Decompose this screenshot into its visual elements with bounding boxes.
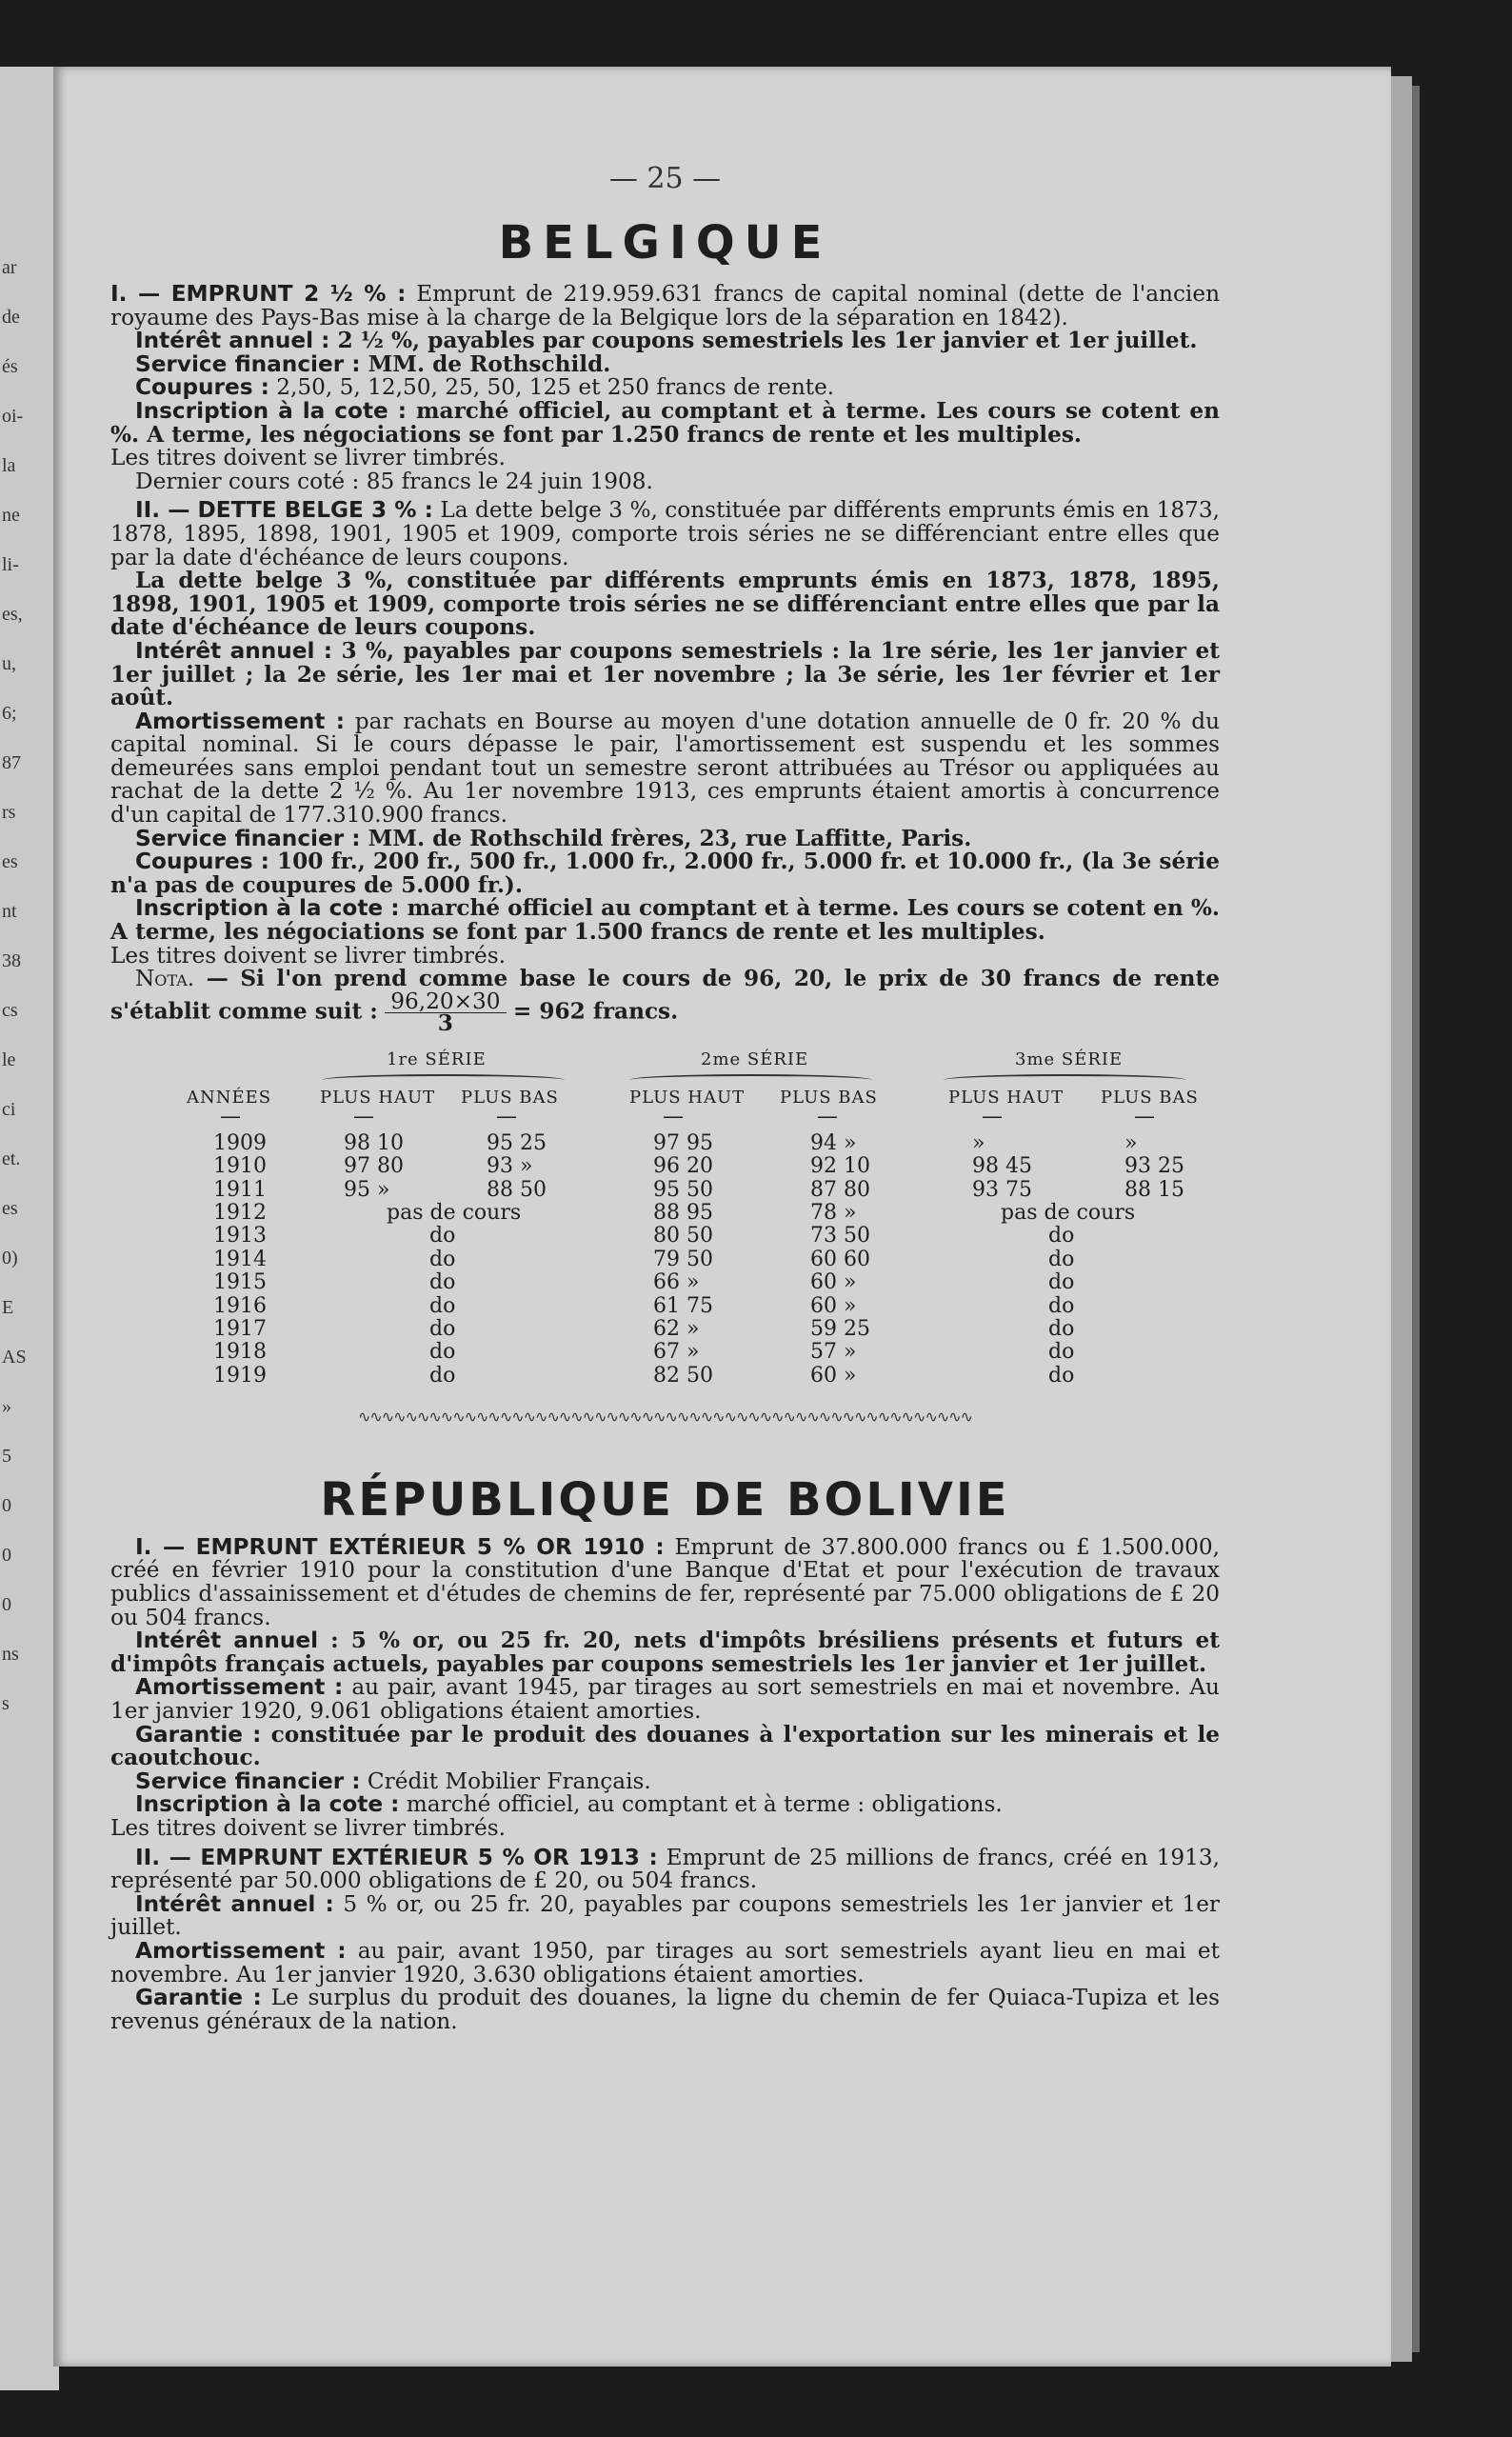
left-page-fragment: es (2, 851, 18, 872)
table-cell-s3: do (1048, 1317, 1075, 1341)
table-cell-year: 1910 (213, 1154, 267, 1179)
left-page-fragment: E (2, 1297, 14, 1318)
col-s1-bas: PLUS BAS (461, 1087, 559, 1108)
left-page-fragment: es (2, 1198, 18, 1219)
belgique-e1-service: Service financier : MM. de Rothschild. (135, 350, 611, 377)
belgique-e2-inscription: Inscription à la cote : marché officiel au comptant et à terme. Les cours se cotent en %. A terme, les négociations se font par 1.500 francs de rente et les multiples. (110, 895, 1220, 946)
table-cell-s2-haut: 79 50 (653, 1247, 713, 1271)
table-cell-s1-bas: 95 25 (487, 1130, 547, 1155)
belgique-e2-service: Service financier : MM. de Rothschild frères, 23, rue Laffitte, Paris. (135, 825, 972, 851)
table-cell-year: 1915 (213, 1270, 267, 1295)
table-cell-s2-haut: 67 » (653, 1340, 700, 1365)
table-cell-s2-bas: 78 » (810, 1201, 857, 1225)
table-cell-year: 1911 (213, 1177, 267, 1202)
bolivie-e2-garantie: Garantie : Le surplus du produit des douanes, la ligne du chemin de fer Quiaca-Tupiza et les revenus généraux de la nation. (110, 1985, 1220, 2034)
left-page-edge (0, 67, 59, 2390)
belgique-e1-interet: Intérêt annuel : 2 ½ %, payables par coupons semestriels les 1er janvier et 1er juillet. (135, 328, 1198, 354)
table-cell-s3: pas de cours (1001, 1201, 1136, 1225)
left-page-fragment: 87 (2, 752, 21, 773)
left-page-fragment: oi- (2, 406, 24, 427)
table-cell-s2-bas: 59 25 (810, 1317, 870, 1341)
left-page-fragment: ar (2, 257, 17, 278)
left-page-fragment: la (2, 455, 16, 476)
left-page-fragment: 6; (2, 703, 17, 724)
bolivie-e1-service: Service financier : Crédit Mobilier Français. (135, 1768, 651, 1794)
table-cell-s1-bas: 93 » (487, 1154, 533, 1179)
table-cell-s2-haut: 95 50 (653, 1177, 713, 1202)
left-page-fragment: 0) (2, 1248, 18, 1268)
belgique-emprunt-2: II. — DETTE BELGE 3 % : La dette belge 3 %, constituée par différents emprunts émis en 1873, 1878, 1895, 1898, 1901, 1905 et 1909, comporte trois séries ne se différenciant entre elles que par la date d'échéance de leurs coupons. (110, 497, 1220, 570)
belgique-e1-inscription: Inscription à la cote : marché officiel, au comptant et à terme. Les cours se cotent en %. A terme, les négociations se font par 1.250 francs de rente et les multiples. (110, 397, 1220, 448)
table-cell-year: 1913 (213, 1224, 267, 1248)
table-cell-year: 1912 (213, 1201, 267, 1225)
dash: — (220, 1104, 241, 1129)
table-cell-s2-bas: 60 » (810, 1270, 857, 1295)
left-page-fragment: 38 (2, 950, 21, 971)
page-edge-shadow (1412, 86, 1420, 2352)
belgique-emprunt-1: I. — EMPRUNT 2 ½ % : Emprunt de 219.959.631 francs de capital nominal (dette de l'ancien royaume des Pays-Bas mise à la charge de la Belgique lors de la séparation en 1842). (110, 281, 1221, 330)
table-cell-s1: do (429, 1270, 456, 1295)
left-page-fragment: 0 (2, 1545, 11, 1566)
table-cell-s3-bas: » (1124, 1130, 1138, 1155)
table-cell-s1-haut: 97 80 (344, 1154, 404, 1179)
table-cell-s3: do (1048, 1340, 1075, 1365)
table-cell-s1: do (429, 1317, 456, 1341)
table-cell-s1-haut: 98 10 (344, 1130, 404, 1155)
belgique-e2-text2: La dette belge 3 %, constituée par différents emprunts émis en 1873, 1878, 1895, 1898, 1901, 1905 et 1909, comporte trois séries ne se différenciant entre elles que par la date d'échéance de leurs coupons. (110, 568, 1220, 641)
left-page-fragment: » (2, 1396, 11, 1417)
table-cell-year: 1918 (213, 1340, 267, 1365)
belgique-e2-titres: Les titres doivent se livrer timbrés. (110, 942, 507, 969)
dash: — (817, 1104, 838, 1129)
bolivie-emprunt-1: I. — EMPRUNT EXTÉRIEUR 5 % OR 1910 : Emprunt de 37.800.000 francs ou £ 1.500.000, créé en février 1910 pour la constitution d'une Banque d'Etat et pour l'exécution de travaux publics d'assainissement et d'études de chemins de fer, représenté par 75.000 obligations de £ 20 ou 504 francs. (110, 1533, 1220, 1630)
page-edge (1391, 76, 1412, 2362)
table-cell-s3-bas: 93 25 (1124, 1154, 1184, 1179)
belgique-e1-dernier: Dernier cours coté : 85 francs le 24 juin 1908. (135, 468, 653, 494)
left-page-fragment: de (2, 307, 20, 328)
table-cell-s1-bas: 88 50 (487, 1177, 547, 1202)
table-cell-s2-bas: 87 80 (810, 1177, 870, 1202)
table-cell-year: 1917 (213, 1317, 267, 1341)
left-page-fragment: AS (2, 1347, 27, 1368)
table-cell-s2-bas: 92 10 (810, 1154, 870, 1179)
table-cell-s3: do (1048, 1363, 1075, 1388)
table-cell-s2-haut: 88 95 (653, 1201, 713, 1225)
table-cell-s3-haut: 98 45 (972, 1154, 1032, 1179)
table-cell-s2-bas: 57 » (810, 1340, 857, 1365)
dash: — (1134, 1104, 1155, 1129)
left-page-fragment: 5 (2, 1446, 11, 1467)
table-cell-s2-haut: 62 » (653, 1317, 700, 1341)
table-cell-s1: do (429, 1293, 456, 1318)
belgique-e1-titres: Les titres doivent se livrer timbrés. (110, 445, 507, 471)
series-1-brace (322, 1074, 565, 1086)
bolivie-e2-interet: Intérêt annuel : 5 % or, ou 25 fr. 20, payables par coupons semestriels les 1er janvier et 1er juillet. (110, 1890, 1221, 1941)
left-page-fragment: li- (2, 554, 19, 575)
section-title-bolivie: RÉPUBLIQUE DE BOLIVIE (320, 1472, 1010, 1527)
left-page-fragment: s (2, 1693, 10, 1714)
table-cell-year: 1914 (213, 1247, 267, 1271)
col-s2-bas: PLUS BAS (780, 1087, 878, 1108)
series-2-brace (629, 1074, 872, 1086)
table-cell-s2-haut: 96 20 (653, 1154, 713, 1179)
table-cell-s2-haut: 61 75 (653, 1293, 713, 1318)
belgique-e1-coupures: Coupures : 2,50, 5, 12,50, 25, 50, 125 et 250 francs de rente. (135, 374, 835, 401)
section-title-belgique: BELGIQUE (498, 216, 832, 270)
bolivie-e1-inscription: Inscription à la cote : marché officiel, au comptant et à terme : obligations. (135, 1791, 1003, 1818)
belgique-e2-coupures: Coupures : 100 fr., 200 fr., 500 fr., 1.000 fr., 2.000 fr., 5.000 fr. et 10.000 fr., (la 3e série n'a pas de coupures de 5.000 fr.). (110, 849, 1220, 898)
table-cell-s3: do (1048, 1224, 1075, 1248)
left-page-fragment: le (2, 1049, 16, 1070)
table-cell-s2-haut: 80 50 (653, 1224, 713, 1248)
table-cell-s1: do (429, 1340, 456, 1365)
table-cell-s3-haut: » (972, 1130, 985, 1155)
belgique-e2-amort: Amortissement : par rachats en Bourse au moyen d'une dotation annuelle de 0 fr. 20 % du capital nominal. Si le cours dépasse le pair, l'amortissement est suspendu et les sommes demeurées sans emploi pendant tout un semestre seront attribuées au Trésor ou appliquées au rachat de la dette 2 ½ %. Au 1er novembre 1913, ces emprunts étaient amortis à concurrence d'un capital de 177.310.900 francs. (110, 708, 1220, 829)
left-page-fragment: ci (2, 1099, 16, 1120)
table-cell-s3: do (1048, 1270, 1075, 1295)
table-cell-year: 1909 (213, 1130, 267, 1155)
series-2-header: 2me SÉRIE (701, 1049, 809, 1069)
table-cell-year: 1916 (213, 1293, 267, 1318)
bolivie-e1-amort: Amortissement : au pair, avant 1945, par tirages au sort semestriels en mai et novembre. Au 1er janvier 1920, 9.061 obligations étaient amorties. (110, 1674, 1220, 1724)
bolivie-e2-amort: Amortissement : au pair, avant 1950, par tirages au sort semestriels ayant lieu en mai et novembre. Au 1er janvier 1920, 3.630 obligations étaient amorties. (110, 1937, 1220, 1988)
bolivie-e1-interet: Intérêt annuel : 5 % or, ou 25 fr. 20, nets d'impôts brésiliens présents et futurs et d'impôts français actuels, payables par coupons semestriels les 1er janvier et 1er juillet. (110, 1628, 1220, 1677)
series-1-header: 1re SÉRIE (387, 1049, 487, 1069)
section-divider: ∿∿∿∿∿∿∿∿∿∿∿∿∿∿∿∿∿∿∿∿∿∿∿∿∿∿∿∿∿∿∿∿∿∿∿∿∿∿∿∿∿∿∿∿∿∿∿∿∿∿∿∿ (357, 1407, 973, 1426)
series-3-header: 3me SÉRIE (1015, 1049, 1124, 1069)
dash: — (496, 1104, 517, 1129)
belgique-e2-interet: Intérêt annuel : 3 %, payables par coupons semestriels : la 1re série, les 1er janvier et 1er juillet ; la 2e série, les 1er mai et 1er novembre ; la 3e série, les 1er février et 1er août. (110, 637, 1220, 711)
table-cell-s1: do (429, 1224, 456, 1248)
left-page-fragment: et. (2, 1149, 21, 1169)
table-cell-s2-bas: 73 50 (810, 1224, 870, 1248)
series-3-brace (944, 1074, 1186, 1086)
belgique-e2-nota: Nota. — Si l'on prend comme base le cours de 96, 20, le prix de 30 francs de rente s'établit comme suit : $\frac{96,20\times 30}{3}$ = 962 francs. (110, 966, 1220, 1036)
table-cell-s2-haut: 82 50 (653, 1363, 713, 1388)
left-page-fragment: u, (2, 653, 16, 674)
table-cell-s3-bas: 88 15 (1124, 1177, 1184, 1202)
bolivie-emprunt-2: II. — EMPRUNT EXTÉRIEUR 5 % OR 1913 : Emprunt de 25 millions de francs, créé en 1913, représenté par 50.000 obligations de £ 20, ou 504 francs. (110, 1844, 1220, 1894)
table-cell-s1-haut: 95 » (344, 1177, 390, 1202)
bolivie-e1-garantie: Garantie : constituée par le produit des douanes à l'exportation sur les minerais et le caoutchouc. (110, 1721, 1221, 1771)
left-page-fragment: ns (2, 1644, 19, 1665)
left-page-fragment: ne (2, 505, 20, 526)
left-page-fragment: 0 (2, 1594, 11, 1615)
col-s2-haut: PLUS HAUT (629, 1087, 746, 1108)
col-s3-bas: PLUS BAS (1101, 1087, 1199, 1108)
left-page-fragment: nt (2, 901, 17, 922)
bolivie-e1-titres: Les titres doivent se livrer timbrés. (110, 1814, 507, 1841)
table-cell-s1: do (429, 1363, 456, 1388)
left-page-fragment: cs (2, 1000, 18, 1021)
left-page-fragment: es, (2, 604, 23, 625)
left-page-fragment: 0 (2, 1495, 11, 1516)
page-content (110, 162, 1220, 2033)
table-cell-s2-bas: 60 60 (810, 1247, 870, 1271)
table-cell-s1: do (429, 1247, 456, 1271)
table-cell-s2-bas: 94 » (810, 1130, 857, 1155)
dash: — (663, 1104, 684, 1129)
dash: — (982, 1104, 1003, 1129)
dash: — (353, 1104, 374, 1129)
col-annees: ANNÉES (187, 1087, 272, 1108)
left-page-fragment: és (2, 356, 18, 377)
document-page (53, 67, 1391, 2367)
table-cell-s2-bas: 60 » (810, 1363, 857, 1388)
col-s1-haut: PLUS HAUT (320, 1087, 436, 1108)
table-cell-s3-haut: 93 75 (972, 1177, 1032, 1202)
table-cell-s3: do (1048, 1293, 1075, 1318)
price-table (110, 1049, 1220, 1400)
table-cell-s3: do (1048, 1247, 1075, 1271)
fraction: $\frac{96,20\times 30}{3}$ (385, 991, 506, 1034)
table-cell-s2-bas: 60 » (810, 1293, 857, 1318)
table-cell-s1: pas de cours (387, 1201, 522, 1225)
col-s3-haut: PLUS HAUT (948, 1087, 1064, 1108)
page-number: — 25 — (608, 162, 722, 195)
table-cell-year: 1919 (213, 1363, 267, 1388)
table-cell-s2-haut: 66 » (653, 1270, 700, 1295)
table-cell-s2-haut: 97 95 (653, 1130, 713, 1155)
left-page-fragment: rs (2, 802, 16, 823)
